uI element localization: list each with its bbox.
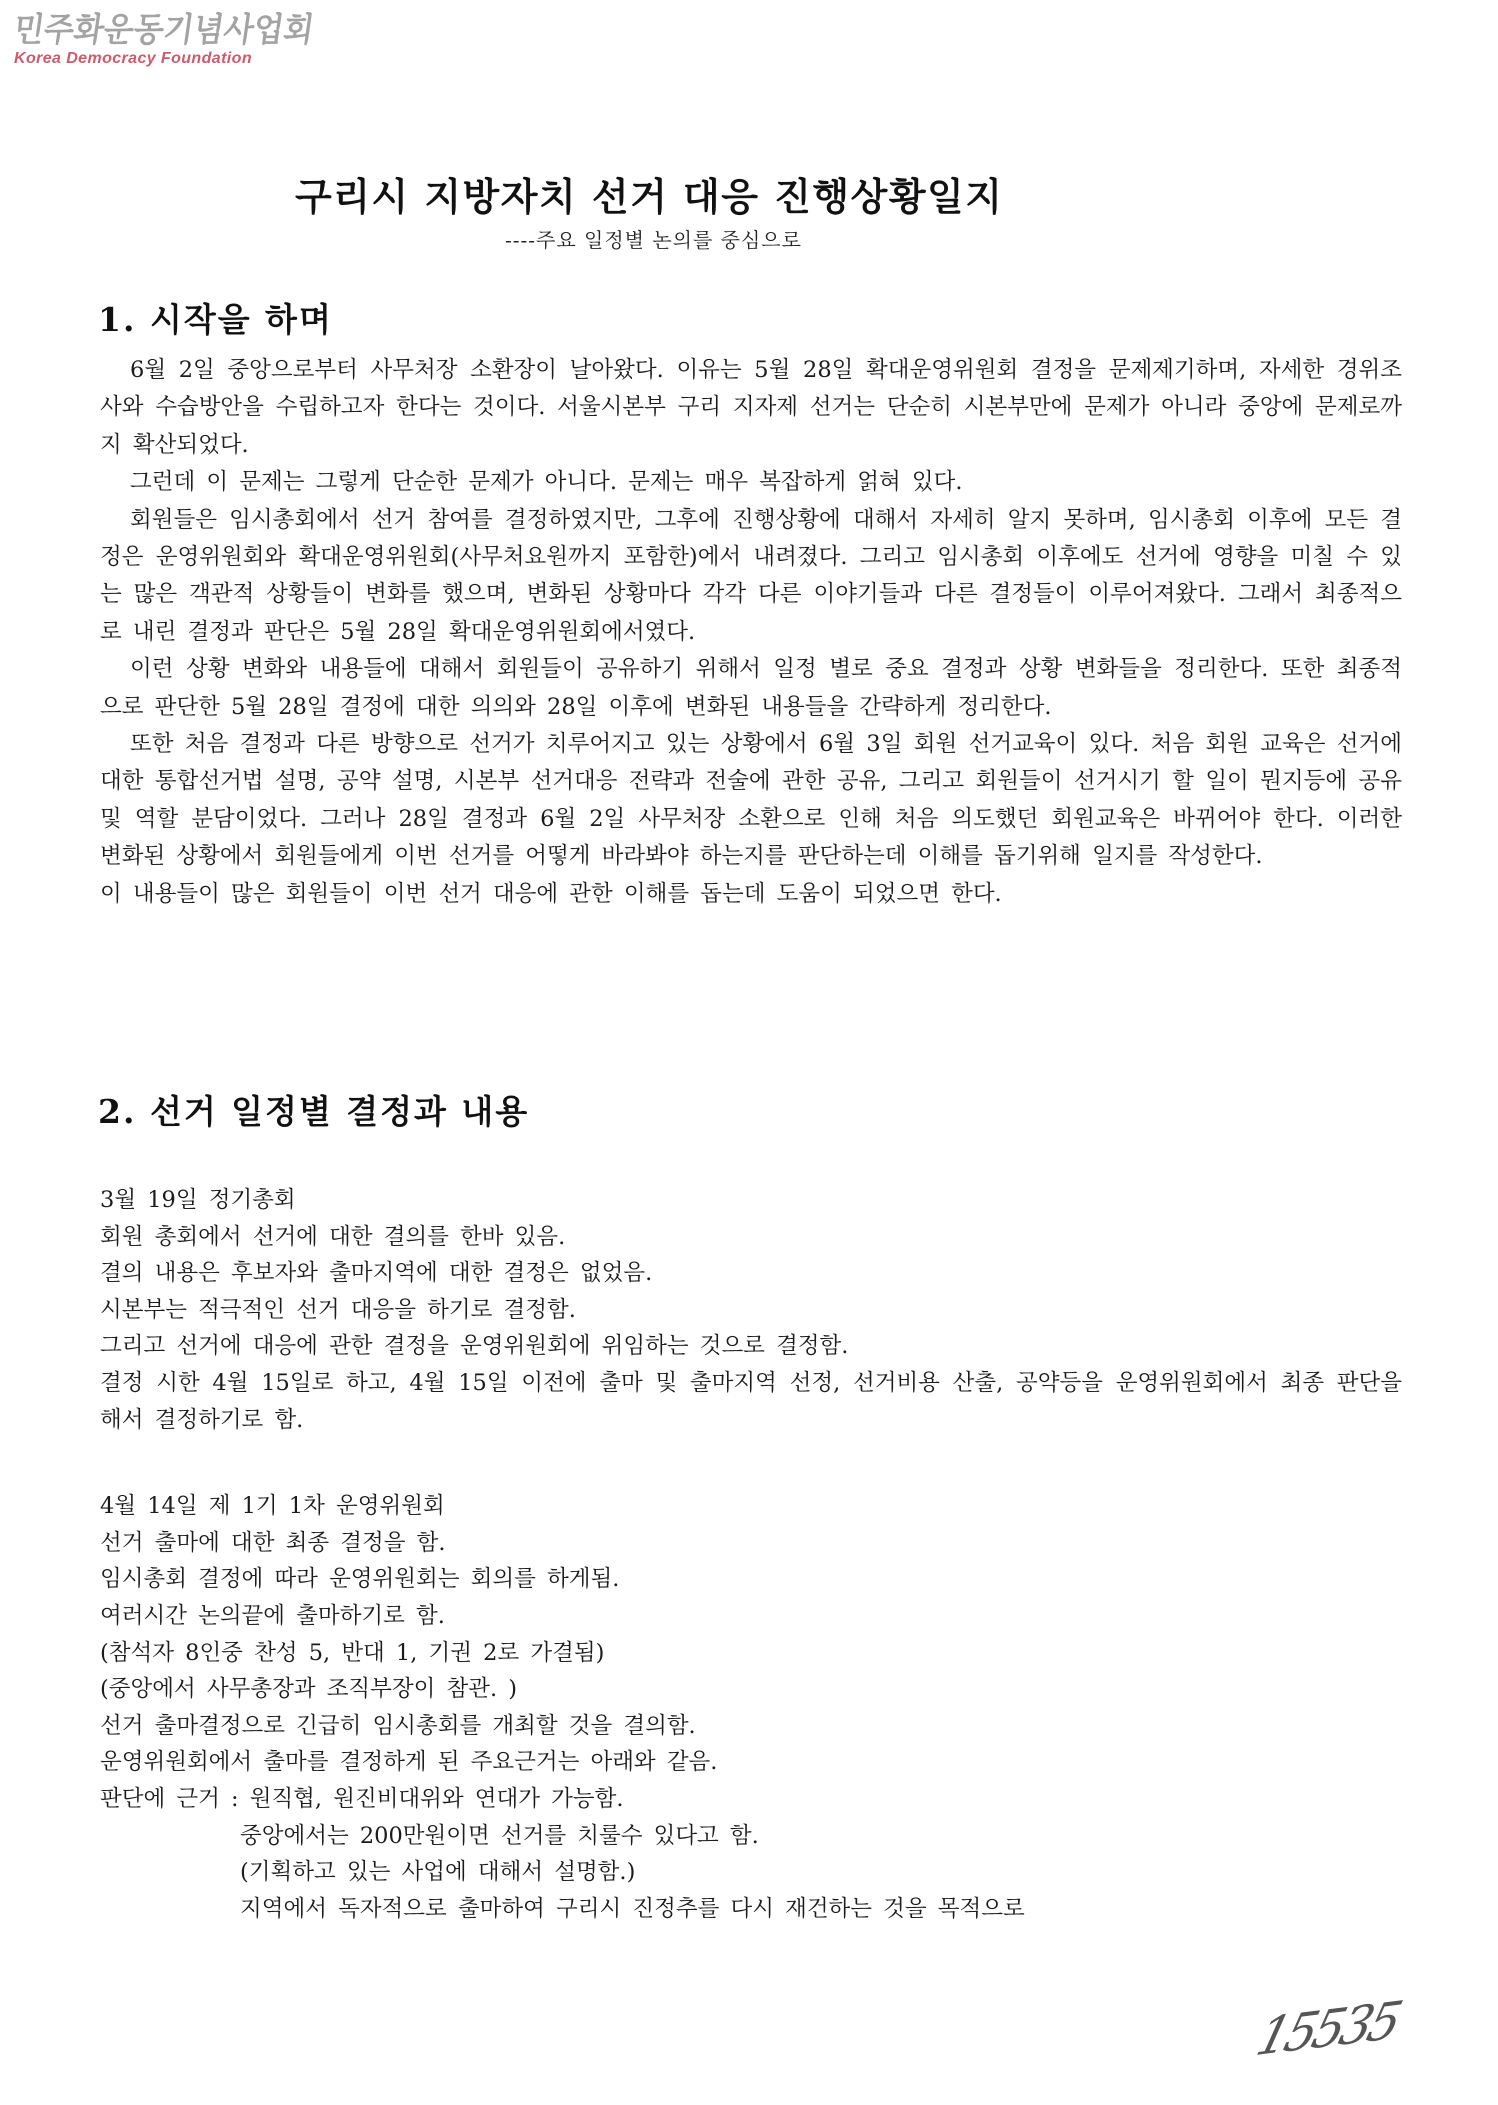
logo-english-name: Korea Democracy Foundation [14, 50, 253, 68]
section-1-paragraph: 이 내용들이 많은 회원들이 이번 선거 대응에 관한 이해를 돕는데 도움이 되었으면 한다. [100, 880, 1002, 907]
entry-indented-line: 지역에서 독자적으로 출마하여 구리시 진정추를 다시 재건하는 것을 목적으로 [240, 1895, 1025, 1922]
entry-line: (중앙에서 사무총장과 조직부장이 참관. ) [100, 1676, 518, 1703]
schedule-entry-april-14 [100, 1488, 1402, 1927]
entry-line: (참석자 8인중 찬성 5, 반대 1, 기권 2로 가결됨) [100, 1639, 605, 1666]
entry-line: 그리고 선거에 대응에 관한 결정을 운영위원회에 위임하는 것으로 결정함. [100, 1333, 849, 1360]
handwritten-number: 15535 [1250, 1990, 1405, 2068]
section-2-body [100, 1182, 1402, 1927]
entry-title: 3월 19일 정기총회 [100, 1187, 296, 1213]
entry-indented-line: 중앙에서는 200만원이면 선거를 치룰수 있다고 함. [240, 1822, 759, 1849]
entry-title: 4월 14일 제 1기 1차 운영위원회 [100, 1493, 445, 1520]
entry-line: 임시총회 결정에 따라 운영위원회는 회의를 하게됨. [100, 1566, 620, 1593]
section-1-paragraph: 또한 처음 결정과 다른 방향으로 선거가 치루어지고 있는 상황에서 6월 3일 회원 선거교육이 있다. 처음 회원 교육은 선거에 대한 통합선거법 설명, 공약 설명, 시본부 선거대응 전략과 전술에 관한 공유, 그리고 회원들이 선거시기 할 일이 뭔지등에 공유및 역할 분담이었다. 그러나 28일 결정과 6월 2일 사무처장 소환으로 인해 처음 의도했던 회원교육은 바뀌어야 한다. 이러한 변화된 상황에서 회원들에게 이번 선거를 어떻게 바라봐야 하는지를 판단하는데 이해를 돕기위해 일지를 작성한다. [100, 731, 1402, 870]
korea-democracy-foundation-logo [11, 10, 317, 68]
section-1-paragraph: 6월 2일 중앙으로부터 사무처장 소환장이 날아왔다. 이유는 5월 28일 확대운영위원회 결정을 문제제기하며, 자세한 경위조사와 수습방안을 수립하고자 한다는 것이다. 서울시본부 구리 지자제 선거는 단순히 시본부만에 문제가 아니라 중앙에 문제로까지 확산되었다. [100, 357, 1402, 458]
schedule-entry-march-19 [100, 1182, 1402, 1438]
section-1-paragraph: 회원들은 임시총회에서 선거 참여를 결정하였지만, 그후에 진행상황에 대해서 자세히 알지 못하며, 임시총회 이후에 모든 결정은 운영위원회와 확대운영위원회(사무처요원까지 포함한)에서 내려졌다. 그리고 임시총회 이후에도 선거에 영향을 미칠 수 있는 많은 객관적 상황들이 변화를 했으며, 변화된 상황마다 각각 다른 이야기들과 다른 결정들이 이루어져왔다. 그래서 최종적으로 내린 결정과 판단은 5월 28일 확대운영위원회에서였다. [100, 506, 1402, 645]
entry-line: 회원 총회에서 선거에 대한 결의를 한바 있음. [100, 1223, 566, 1250]
section-1-heading: 1. 시작을 하며 [98, 300, 333, 339]
entry-line: 판단에 근거 : 원직협, 원진비대위와 연대가 가능함. [100, 1785, 624, 1812]
document-title: 구리시 지방자치 선거 대응 진행상황일지 [295, 174, 1004, 219]
entry-line: 선거 출마에 대한 최종 결정을 함. [100, 1529, 446, 1556]
section-1-body [100, 352, 1402, 913]
entry-line: 여러시간 논의끝에 출마하기로 함. [100, 1602, 445, 1629]
entry-line: 결의 내용은 후보자와 출마지역에 대한 결정은 없었음. [100, 1260, 653, 1287]
entry-indented-line: (기획하고 있는 사업에 대해서 설명함.) [240, 1859, 636, 1886]
section-2-heading: 2. 선거 일정별 결정과 내용 [98, 1092, 530, 1131]
section-1-paragraph: 이런 상황 변화와 내용들에 대해서 회원들이 공유하기 위해서 일정 별로 중요 결정과 상황 변화들을 정리한다. 또한 최종적으로 판단한 5월 28일 결정에 대한 의의와 28일 이후에 변화된 내용들을 간략하게 정리한다. [100, 656, 1402, 720]
document-subtitle: ----주요 일정별 논의를 중심으로 [505, 228, 802, 252]
section-1-paragraph: 그런데 이 문제는 그렇게 단순한 문제가 아니다. 문제는 매우 복잡하게 얽혀 있다. [130, 469, 963, 496]
entry-line: 결정 시한 4월 15일로 하고, 4월 15일 이전에 출마 및 출마지역 선정, 선거비용 산출, 공약등을 운영위원회에서 최종 판단을 해서 결정하기로 함. [100, 1369, 1402, 1433]
entry-line: 운영위원회에서 출마를 결정하게 된 주요근거는 아래와 같음. [100, 1749, 718, 1776]
entry-line: 선거 출마결정으로 긴급히 임시총회를 개최할 것을 결의함. [100, 1712, 696, 1739]
logo-korean-calligraphy: 민주화운동기념사업회 [11, 10, 317, 50]
entry-line: 시본부는 적극적인 선거 대응을 하기로 결정함. [100, 1296, 576, 1323]
